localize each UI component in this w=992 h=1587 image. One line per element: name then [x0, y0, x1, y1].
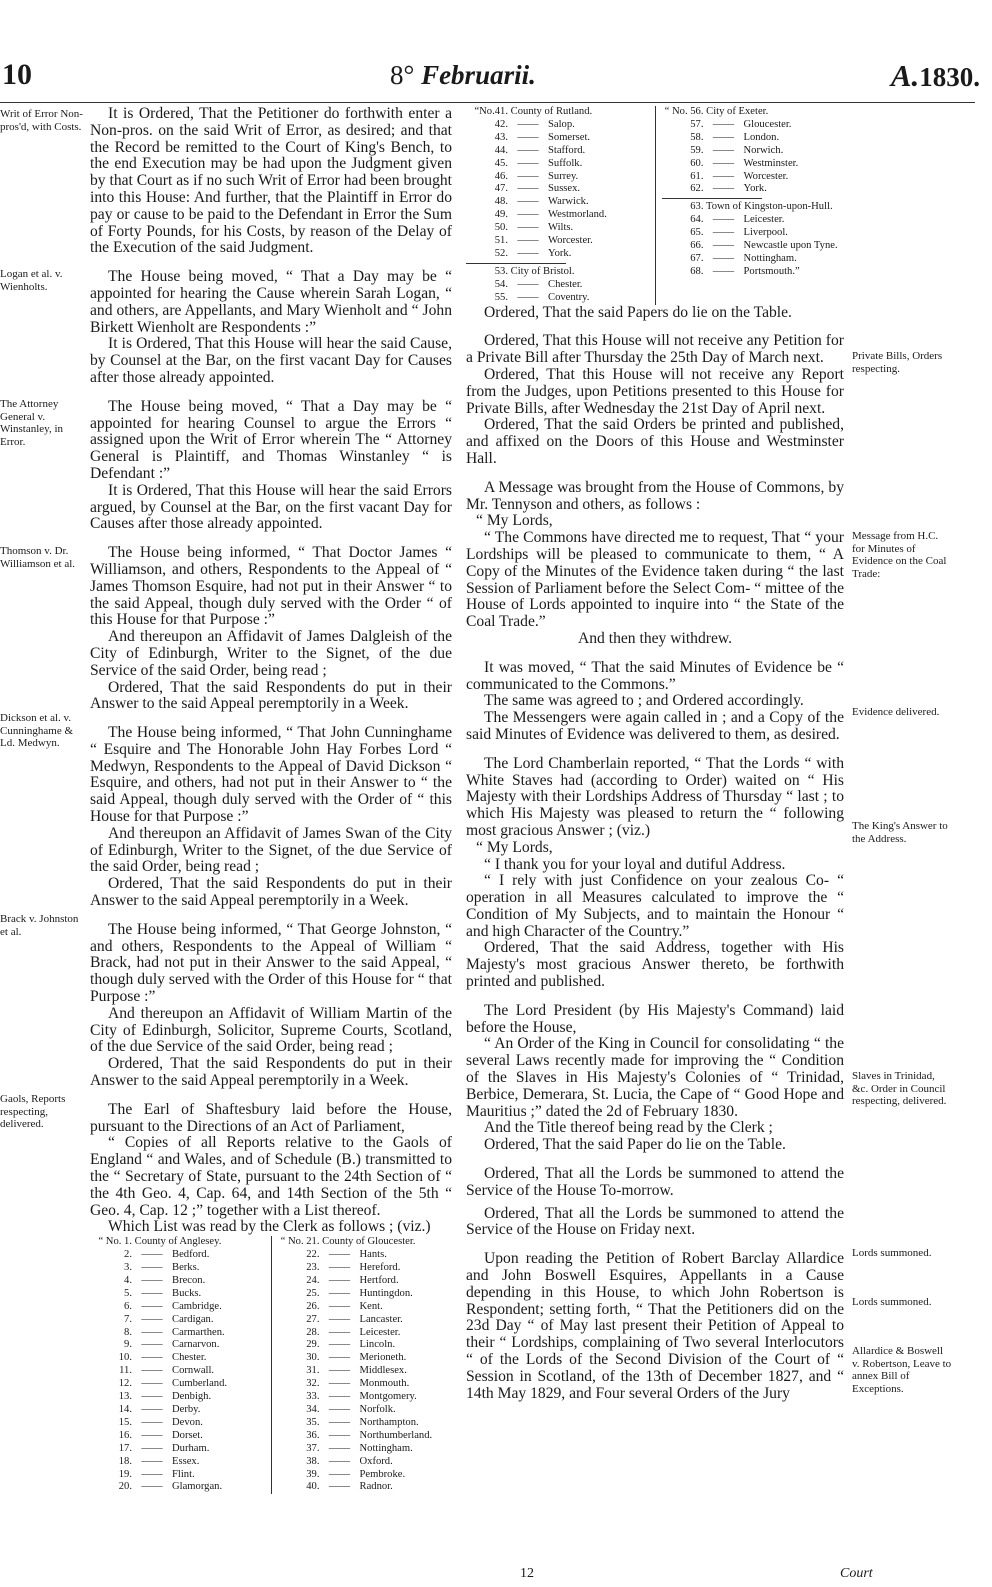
list-item-number: 38. [306, 1455, 320, 1467]
list-item-number: 57. [690, 118, 704, 130]
list-item-name: Bedford. [172, 1249, 210, 1261]
paragraph: Upon reading the Petition of Robert Barclay Allardice and John Boswell Esquires, Appellants in a Cause depending in this House, to which John Robertson is Respondent; setting forth, “ That the Petitioners did on the 23d Day “ of May last present their Petition of Appeal to their “ Lordships, complaining of Two several Interlocutors “ of the Lords of the Second Division of the Court of “ Session in Scotland, of the 13th of December 1827, and “ 14th May 1829, and Four several Orders of the Jury [466, 1250, 844, 1402]
list-item-name: Westmorland. [548, 209, 607, 221]
list-item [662, 201, 845, 214]
list-item-name: Portsmouth.” [743, 265, 800, 277]
list-item: 26. —— Kent. [278, 1301, 453, 1314]
catchword: Court [840, 1566, 873, 1581]
list-item-number: 7. [124, 1313, 132, 1325]
list-item: 44. —— Stafford. [466, 145, 649, 158]
list-item: 36. —— Northumberland. [278, 1430, 453, 1443]
list-item: 34. —— Norfolk. [278, 1404, 453, 1417]
list-item-name: Monmouth. [359, 1378, 410, 1390]
list-item: 42. —— Salop. [466, 119, 649, 132]
paragraph: Ordered, That the said Address, together with His Majesty's most gracious Answer thereto, be forthwith printed and published. [466, 939, 844, 991]
list-item: 33. —— Montgomery. [278, 1391, 453, 1404]
list-item-number: 30. [306, 1352, 320, 1364]
list-item-number: 53. [494, 265, 508, 277]
paragraph: A Message was brought from the House of Commons, by Mr. Tennyson and others, as follows : [466, 478, 844, 513]
list-item: 16. —— Dorset. [90, 1430, 265, 1443]
list-item-name: Bucks. [172, 1287, 202, 1299]
list-item-name: Worcester. [548, 235, 593, 247]
list-item-number: 4. [124, 1274, 132, 1286]
list-item: 55. —— Coventry. [466, 292, 649, 305]
list-item-number: 65. [690, 227, 704, 239]
margin-note: The Attorney General v. Winstanley, in Error. [0, 398, 63, 448]
list-item-name: Chester. [172, 1352, 207, 1364]
list-item-name: Cardigan. [172, 1313, 214, 1325]
list-item-number: “ No. 56. [664, 106, 704, 117]
paragraph: It is Ordered, That this House will hear the said Errors argued, by Counsel at the Bar, on the first vacant Day for Causes after those already appointed. [90, 481, 452, 533]
list-item-name: Cumberland. [172, 1378, 228, 1390]
list-item-name: Wilts. [548, 222, 574, 234]
margin-note: Writ of Error Non-pros'd, with Costs. [0, 108, 83, 133]
paragraph: It is Ordered, That this House will hear the said Cause, by Counsel at the Bar, on the first vacant Day for Causes after those already appointed. [90, 335, 452, 386]
list-item-number: 37. [306, 1442, 320, 1454]
list-item-number: 46. [494, 170, 508, 182]
list-item-name: Hertford. [359, 1274, 399, 1286]
list-item-name: Hereford. [359, 1262, 401, 1274]
list-item: 43. —— Somerset. [466, 132, 649, 145]
list-item: 31. —— Middlesex. [278, 1365, 453, 1378]
list-item: 67. —— Nottingham. [662, 253, 845, 266]
list-item-name: York. [548, 247, 572, 259]
list-item-name: Salop. [548, 118, 575, 130]
list-item-number: 47. [494, 183, 508, 195]
paragraph: Ordered, That this House will not receive any Report from the Judges, upon Petitions presented to this House for Private Bills, after Wednesday the 21st Day of April next. [466, 365, 844, 417]
list-item: 49. —— Westmorland. [466, 209, 649, 222]
list-item-name: Glamorgan. [172, 1481, 223, 1493]
list-item: 3. —— Berks. [90, 1262, 265, 1275]
margin-note: Lords summoned. [852, 1296, 932, 1308]
paragraph: It is Ordered, That the Petitioner do forthwith enter a Non-pros. on the said Writ of Error, as desired; and that the Record be remitted to the Court of King's Bench, to the end Execution may be had upon the Judgment given by that Court as if no such Writ of Error had been brought into this House: And further, that the Plaintiff in Error do pay or cause to be paid to the Defendant in Error the Sum of Forty Pounds, for his Costs, by reason of the Delay of the Execution of the said Judgment. [90, 105, 452, 257]
paragraph: And thereupon an Affidavit of James Dalgleish of the City of Edinburgh, Writer to the Signet, of the due Service of the said Order, being read ; [90, 628, 452, 679]
list-item-number: 55. [494, 291, 508, 303]
list-item: 35. —— Northampton. [278, 1417, 453, 1430]
paragraph: Ordered, That the said Respondents do put in their Answer to the said Appeal peremptorily in a Week. [90, 875, 452, 910]
list-item: 29. —— Lincoln. [278, 1339, 453, 1352]
list-item: 6. —— Cambridge. [90, 1301, 265, 1314]
list-item-number: 18. [118, 1455, 132, 1467]
list-item-number: 5. [124, 1287, 132, 1299]
list-item-number: 29. [306, 1339, 320, 1351]
list-item [90, 1236, 265, 1249]
list-item: 4. —— Brecon. [90, 1275, 265, 1288]
list-item-number: 15. [118, 1416, 132, 1428]
header-rule [0, 102, 975, 103]
paragraph: The Lord President (by His Majesty's Command) laid before the House, [466, 1001, 844, 1036]
list-item-number: 62. [690, 183, 704, 195]
list-item-name: Essex. [172, 1455, 200, 1467]
margin-note: The King's Answer to the Address. [852, 820, 948, 845]
list-item-name: Montgomery. [359, 1391, 417, 1403]
list-item-name: Gloucester. [743, 118, 792, 130]
paragraph: Ordered, That the said Papers do lie on the Table. [484, 303, 792, 321]
margin-note: Gaols, Reports respecting, delivered. [0, 1093, 66, 1130]
list-item-name: Northampton. [359, 1416, 419, 1428]
margin-note: Private Bills, Orders respecting. [852, 350, 943, 375]
list-item-number: 19. [118, 1468, 132, 1480]
list-item-name: Leicester. [743, 214, 785, 226]
list-item-number: 58. [690, 131, 704, 143]
list-item-name: Coventry. [548, 291, 590, 303]
list-item-name: Dorset. [172, 1429, 203, 1441]
list-item: 5. —— Bucks. [90, 1288, 265, 1301]
list-item-name: Oxford. [359, 1455, 393, 1467]
list-item-name: Cornwall. [172, 1365, 215, 1377]
paragraph: Ordered, That all the Lords be summoned to attend the Service of the House on Friday next. [466, 1204, 844, 1239]
page-year: A.1830. [890, 58, 980, 93]
list-item-name: Huntingdon. [359, 1287, 413, 1299]
list-item-name: Radnor. [359, 1481, 393, 1493]
right-column [466, 106, 844, 1402]
list-item: 54. —— Chester. [466, 279, 649, 292]
list-item-name: Sussex. [548, 183, 581, 195]
list-item-name: Suffolk. [548, 157, 583, 169]
list-item-number: 25. [306, 1287, 320, 1299]
margin-note: Slaves in Trinidad, &c. Order in Council respecting, delivered. [852, 1070, 947, 1107]
list-item-name: City of Exeter. [706, 106, 769, 117]
list-item-name: Pembroke. [359, 1468, 406, 1480]
list-item: 12. —— Cumberland. [90, 1378, 265, 1391]
margin-note: Logan et al. v. Wienholts. [0, 268, 63, 293]
list-item: 28. —— Leicester. [278, 1327, 453, 1340]
paragraph: Ordered, That all the Lords be summoned to attend the Service of the House To-morrow. [466, 1165, 844, 1199]
list-item-number: 39. [306, 1468, 320, 1480]
list-item-number: 12. [118, 1378, 132, 1390]
margin-note: Dickson et al. v. Cunninghame & Ld. Medwyn. [0, 712, 74, 749]
list-item: 46. —— Surrey. [466, 171, 649, 184]
list-item: 47. —— Sussex. [466, 183, 649, 196]
list-item-number: 54. [494, 278, 508, 290]
sheet-number: 12 [520, 1566, 534, 1581]
list-item: 59. —— Norwich. [662, 145, 845, 158]
paragraph: Ordered, That the said Paper do lie on the Table. [484, 1136, 786, 1154]
list-item-number: 63. [690, 201, 704, 213]
list-item-number: 2. [124, 1249, 132, 1261]
list-item-number: 24. [306, 1274, 320, 1286]
list-item: 9. —— Carnarvon. [90, 1339, 265, 1352]
list-item-name: County of Anglesey. [134, 1236, 222, 1248]
list-item-name: Nottingham. [743, 252, 797, 264]
list-item-name: Carnarvon. [172, 1339, 220, 1351]
list-item-number: 33. [306, 1391, 320, 1403]
list-item-name: Norfolk. [359, 1403, 396, 1415]
list-item-number: 51. [494, 235, 508, 247]
list-item-name: Northumberland. [359, 1429, 433, 1441]
list-item: 18. —— Essex. [90, 1456, 265, 1469]
paragraph: The Lord Chamberlain reported, “ That the Lords “ with White Staves had (according to Order) waited on “ His Majesty with their Lordships Address of Thursday “ last ; to which His Majesty was pleased to return the “ following most gracious Answer ; (viz.) [466, 754, 844, 839]
list-item-number: “No.41. [474, 106, 508, 117]
list-item: 19. —— Flint. [90, 1469, 265, 1482]
list-item: 17. —— Durham. [90, 1443, 265, 1456]
list-item [466, 106, 649, 119]
list-item-name: Leicester. [359, 1326, 401, 1338]
list-item-number: 44. [494, 144, 508, 156]
list-item: 14. —— Derby. [90, 1404, 265, 1417]
list-item-name: Newcastle upon Tyne. [743, 240, 838, 252]
list-item-name: Devon. [172, 1416, 203, 1428]
list-item-name: Westminster. [743, 157, 799, 169]
list-item-name: York. [743, 183, 767, 195]
paragraph: “ Copies of all Reports relative to the Gaols of England “ and Wales, and of Schedule (B.) transmitted to the “ Secretary of State, pursuant to the 24th Section of “ the 4th Geo. 4, Cap. 64, and 14th Section of the 5th “ Geo. 4, Cap. 12 ;” together with a List thereof. [90, 1134, 452, 1219]
gaol-list [90, 1236, 452, 1494]
list-item: 25. —— Huntingdon. [278, 1288, 453, 1301]
list-item-number: 14. [118, 1403, 132, 1415]
list-item-name: Liverpool. [743, 227, 788, 239]
list-item: 58. —— London. [662, 132, 845, 145]
list-item-name: County of Rutland. [510, 106, 593, 117]
list-item-name: Hants. [359, 1249, 387, 1261]
paragraph: The House being informed, “ That George Johnston, “ and others, Respondents to the Appeal of William “ Brack, had not put in their Answer to the said Appeal, “ though duly served with the Order of this House for “ that Purpose :” [90, 920, 452, 1006]
list-item-name: Brecon. [172, 1274, 206, 1286]
list-item: 20. —— Glamorgan. [90, 1481, 265, 1494]
list-item-number: 50. [494, 222, 508, 234]
list-item: 7. —— Cardigan. [90, 1314, 265, 1327]
list-item-number: 67. [690, 252, 704, 264]
list-item [662, 106, 845, 119]
list-item-name: Derby. [172, 1403, 201, 1415]
list-item-number: 16. [118, 1429, 132, 1441]
list-item: 24. —— Hertford. [278, 1275, 453, 1288]
list-item-number: 6. [124, 1300, 132, 1312]
paragraph: “ My Lords, [476, 512, 553, 530]
paragraph: And the Title thereof being read by the Clerk ; [484, 1119, 773, 1137]
list-item: 39. —— Pembroke. [278, 1469, 453, 1482]
list-item-number: 20. [118, 1481, 132, 1493]
list-item-number: 27. [306, 1313, 320, 1325]
list-item-number: 49. [494, 209, 508, 221]
list-item-name: Somerset. [548, 131, 591, 143]
list-item: 10. —— Chester. [90, 1352, 265, 1365]
list-item-name: Berks. [172, 1262, 200, 1274]
list-item-number: 31. [306, 1365, 320, 1377]
list-item-number: 9. [124, 1339, 132, 1351]
paragraph: Ordered, That this House will not receive any Petition for a Private Bill after Thursday the 25th Day of March next. [466, 332, 844, 367]
margin-note: Message from H.C. for Minutes of Evidence on the Coal Trade: [852, 530, 947, 580]
list-item-number: 36. [306, 1429, 320, 1441]
list-item-number: 10. [118, 1352, 132, 1364]
paragraph: Ordered, That the said Respondents do put in their Answer to the said Appeal peremptorily in a Week. [90, 1055, 452, 1090]
list-item-number: 45. [494, 157, 508, 169]
list-item-number: 34. [306, 1403, 320, 1415]
list-item-number: 40. [306, 1481, 320, 1493]
paragraph: The Earl of Shaftesbury laid before the House, pursuant to the Directions of an Act of Parliament, [90, 1100, 452, 1135]
list-item-number: 64. [690, 214, 704, 226]
list-item-name: Worcester. [743, 170, 789, 182]
list-item-name: Chester. [548, 278, 583, 290]
list-item: 38. —— Oxford. [278, 1456, 453, 1469]
list-item-number: 68. [690, 265, 704, 277]
paragraph: It was moved, “ That the said Minutes of Evidence be “ communicated to the Commons.” [466, 658, 844, 693]
list-item-name: Warwick. [548, 196, 589, 208]
list-item-number: 59. [690, 144, 704, 156]
list-item-number: 17. [118, 1442, 132, 1454]
list-item: 50. —— Wilts. [466, 222, 649, 235]
list-item [466, 266, 649, 279]
list-item-name: Lincoln. [359, 1339, 396, 1351]
list-item-number: 42. [494, 118, 508, 130]
list-item-name: Town of Kingston-upon-Hull. [705, 201, 833, 213]
margin-note: Thomson v. Dr. Williamson et al. [0, 545, 76, 570]
list-item: 37. —— Nottingham. [278, 1443, 453, 1456]
list-item: 52. —— York. [466, 248, 649, 261]
list-item-number: 35. [306, 1416, 320, 1428]
list-item: 45. —— Suffolk. [466, 158, 649, 171]
paragraph: The House being informed, “ That John Cunninghame “ Esquire and The Honorable John Hay Forbes Lord “ Medwyn, Respondents to the Appeal of David Dickson “ Esquire, and others, had not put in their Answer to “ the said Appeal, though duly served with the Order of “ this House for that Purpose :” [90, 724, 452, 826]
list-item-name: Denbigh. [172, 1391, 212, 1403]
list-item-number: 60. [690, 157, 704, 169]
list-item-name: Lancaster. [359, 1313, 403, 1325]
paragraph: “ I thank you for your loyal and dutiful Address. [484, 855, 786, 873]
list-item: 27. —— Lancaster. [278, 1314, 453, 1327]
list-item-number: 52. [494, 247, 508, 259]
margin-note: Lords summoned. [852, 1247, 932, 1259]
list-item-name: Carmarthen. [172, 1326, 225, 1338]
list-item: 51. —— Worcester. [466, 235, 649, 248]
paragraph: And thereupon an Affidavit of James Swan of the City of Edinburgh, Writer to the Signet, of the due Service of the said Order, being read ; [90, 824, 452, 876]
list-item-number: 32. [306, 1378, 320, 1390]
paragraph: Which List was read by the Clerk as follows ; (viz.) [108, 1218, 431, 1236]
list-item [278, 1236, 453, 1249]
list-item-number: 22. [306, 1249, 320, 1261]
paragraph: “ An Order of the King in Council for consolidating “ the several Laws recently made for improving the “ Condition of the Slaves in His Majesty's Colonies of “ Trinidad, Berbice, Demerara, St. Lucia, the Cape of “ Good Hope and Mauritius ;” dated the 2d of February 1830. [466, 1035, 844, 1120]
list-item-number: “ No. 21. [280, 1236, 320, 1248]
paragraph: Ordered, That the said Orders be printed and published, and affixed on the Doors of this House and Westminster Hall. [466, 416, 844, 467]
list-item: 65. —— Liverpool. [662, 227, 845, 240]
list-item: 13. —— Denbigh. [90, 1391, 265, 1404]
list-item: 11. —— Cornwall. [90, 1365, 265, 1378]
list-item-number: 43. [494, 131, 508, 143]
list-item: 61. —— Worcester. [662, 171, 845, 184]
list-item: 30. —— Merioneth. [278, 1352, 453, 1365]
list-item-number: 23. [306, 1262, 320, 1274]
list-item: 2. —— Bedford. [90, 1249, 265, 1262]
list-item: 22. —— Hants. [278, 1249, 453, 1262]
paragraph: And then they withdrew. [577, 629, 733, 647]
list-item: 68. —— Portsmouth.” [662, 266, 845, 279]
list-item: 60. —— Westminster. [662, 158, 845, 171]
paragraph: The House being moved, “ That a Day may be “ appointed for hearing Counsel to argue the Errors “ assigned upon the Writ of Error wherein The “ Attorney General is Plaintiff, and Thomas Winstanley “ is Defendant :” [90, 397, 452, 482]
list-item-name: Norwich. [743, 144, 784, 156]
list-item-name: City of Bristol. [510, 265, 575, 277]
list-item-name: Merioneth. [359, 1352, 407, 1364]
list-item-name: Flint. [172, 1468, 195, 1480]
page-date: 8° Februarii. [390, 60, 536, 90]
list-item: 57. —— Gloucester. [662, 119, 845, 132]
list-item: 8. —— Carmarthen. [90, 1327, 265, 1340]
list-item: 48. —— Warwick. [466, 196, 649, 209]
list-item: 62. —— York. [662, 183, 845, 196]
list-item-name: Surrey. [548, 170, 579, 182]
list-item: 32. —— Monmouth. [278, 1378, 453, 1391]
list-item-name: Nottingham. [359, 1442, 413, 1454]
list-item-name: Middlesex. [359, 1365, 407, 1377]
list-item-name: Stafford. [548, 144, 586, 156]
margin-note: Evidence delivered. [852, 706, 940, 718]
list-item: 40. —— Radnor. [278, 1481, 453, 1494]
list-item: 23. —— Hereford. [278, 1262, 453, 1275]
list-item-number: 61. [690, 170, 704, 182]
list-item-number: 66. [690, 240, 704, 252]
page-header [0, 58, 992, 106]
list-item-name: Kent. [359, 1300, 383, 1312]
list-item-number: 11. [119, 1365, 132, 1377]
list-item-number: 48. [494, 196, 508, 208]
margin-note: Allardice & Boswell v. Robertson, Leave to annex Bill of Exceptions. [852, 1345, 952, 1395]
list-item-number: 13. [118, 1391, 132, 1403]
list-item-number: 3. [124, 1262, 132, 1274]
gaol-list [466, 106, 844, 305]
list-item-name: County of Gloucester. [322, 1236, 416, 1248]
paragraph: The same was agreed to ; and Ordered accordingly. [484, 692, 804, 710]
paragraph: And thereupon an Affidavit of William Martin of the City of Edinburgh, Solicitor, Supreme Courts, Scotland, of the due Service of the said Order, being read ; [90, 1004, 452, 1056]
list-item: 15. —— Devon. [90, 1417, 265, 1430]
list-item-number: “ No. 1. [98, 1236, 132, 1248]
paragraph: The Messengers were again called in ; and a Copy of the said Minutes of Evidence was delivered to them, as desired. [466, 709, 844, 743]
list-item: 64. —— Leicester. [662, 214, 845, 227]
paragraph: “ The Commons have directed me to request, That “ your Lordships will be pleased to communicate to them, “ A Copy of the Minutes of the Evidence taken during “ the last Session of Parliament before the Select Com- “ mittee of the House of Lords appointed to inquire into “ the State of the Coal Trade.” [466, 529, 844, 631]
paragraph: The House being informed, “ That Doctor James “ Williamson, and others, Respondents to the Appeal of “ James Thomson Esquire, had not put in their Answer “ to the said Appeal, though duly served with the Order “ of this House for that Purpose :” [90, 544, 452, 629]
list-item-number: 28. [306, 1326, 320, 1338]
list-item-name: Cambridge. [172, 1300, 222, 1312]
paragraph: “ My Lords, [476, 838, 553, 856]
margin-note: Brack v. Johnston et al. [0, 913, 79, 938]
list-item-name: Durham. [172, 1442, 210, 1454]
left-column [90, 106, 452, 1494]
list-item-number: 8. [124, 1326, 132, 1338]
page-number: 10 [2, 58, 32, 91]
paragraph: Ordered, That the said Respondents do put in their Answer to the said Appeal peremptorily in a Week. [90, 678, 452, 713]
list-item-name: London. [743, 131, 780, 143]
list-item-number: 26. [306, 1300, 320, 1312]
paragraph: “ I rely with just Confidence on your zealous Co- “ operation in all Measures calculated to improve the “ Condition of My Subjects, and to maintain the Honour “ and high Character of the Country.” [466, 872, 844, 940]
list-item: 66. —— Newcastle upon Tyne. [662, 240, 845, 253]
paragraph: The House being moved, “ That a Day may be “ appointed for hearing the Cause wherein Sarah Logan, “ and others, are Appellants, and Mary Wienholt and “ John Birkett Wienholt are Respondents :” [90, 268, 452, 336]
